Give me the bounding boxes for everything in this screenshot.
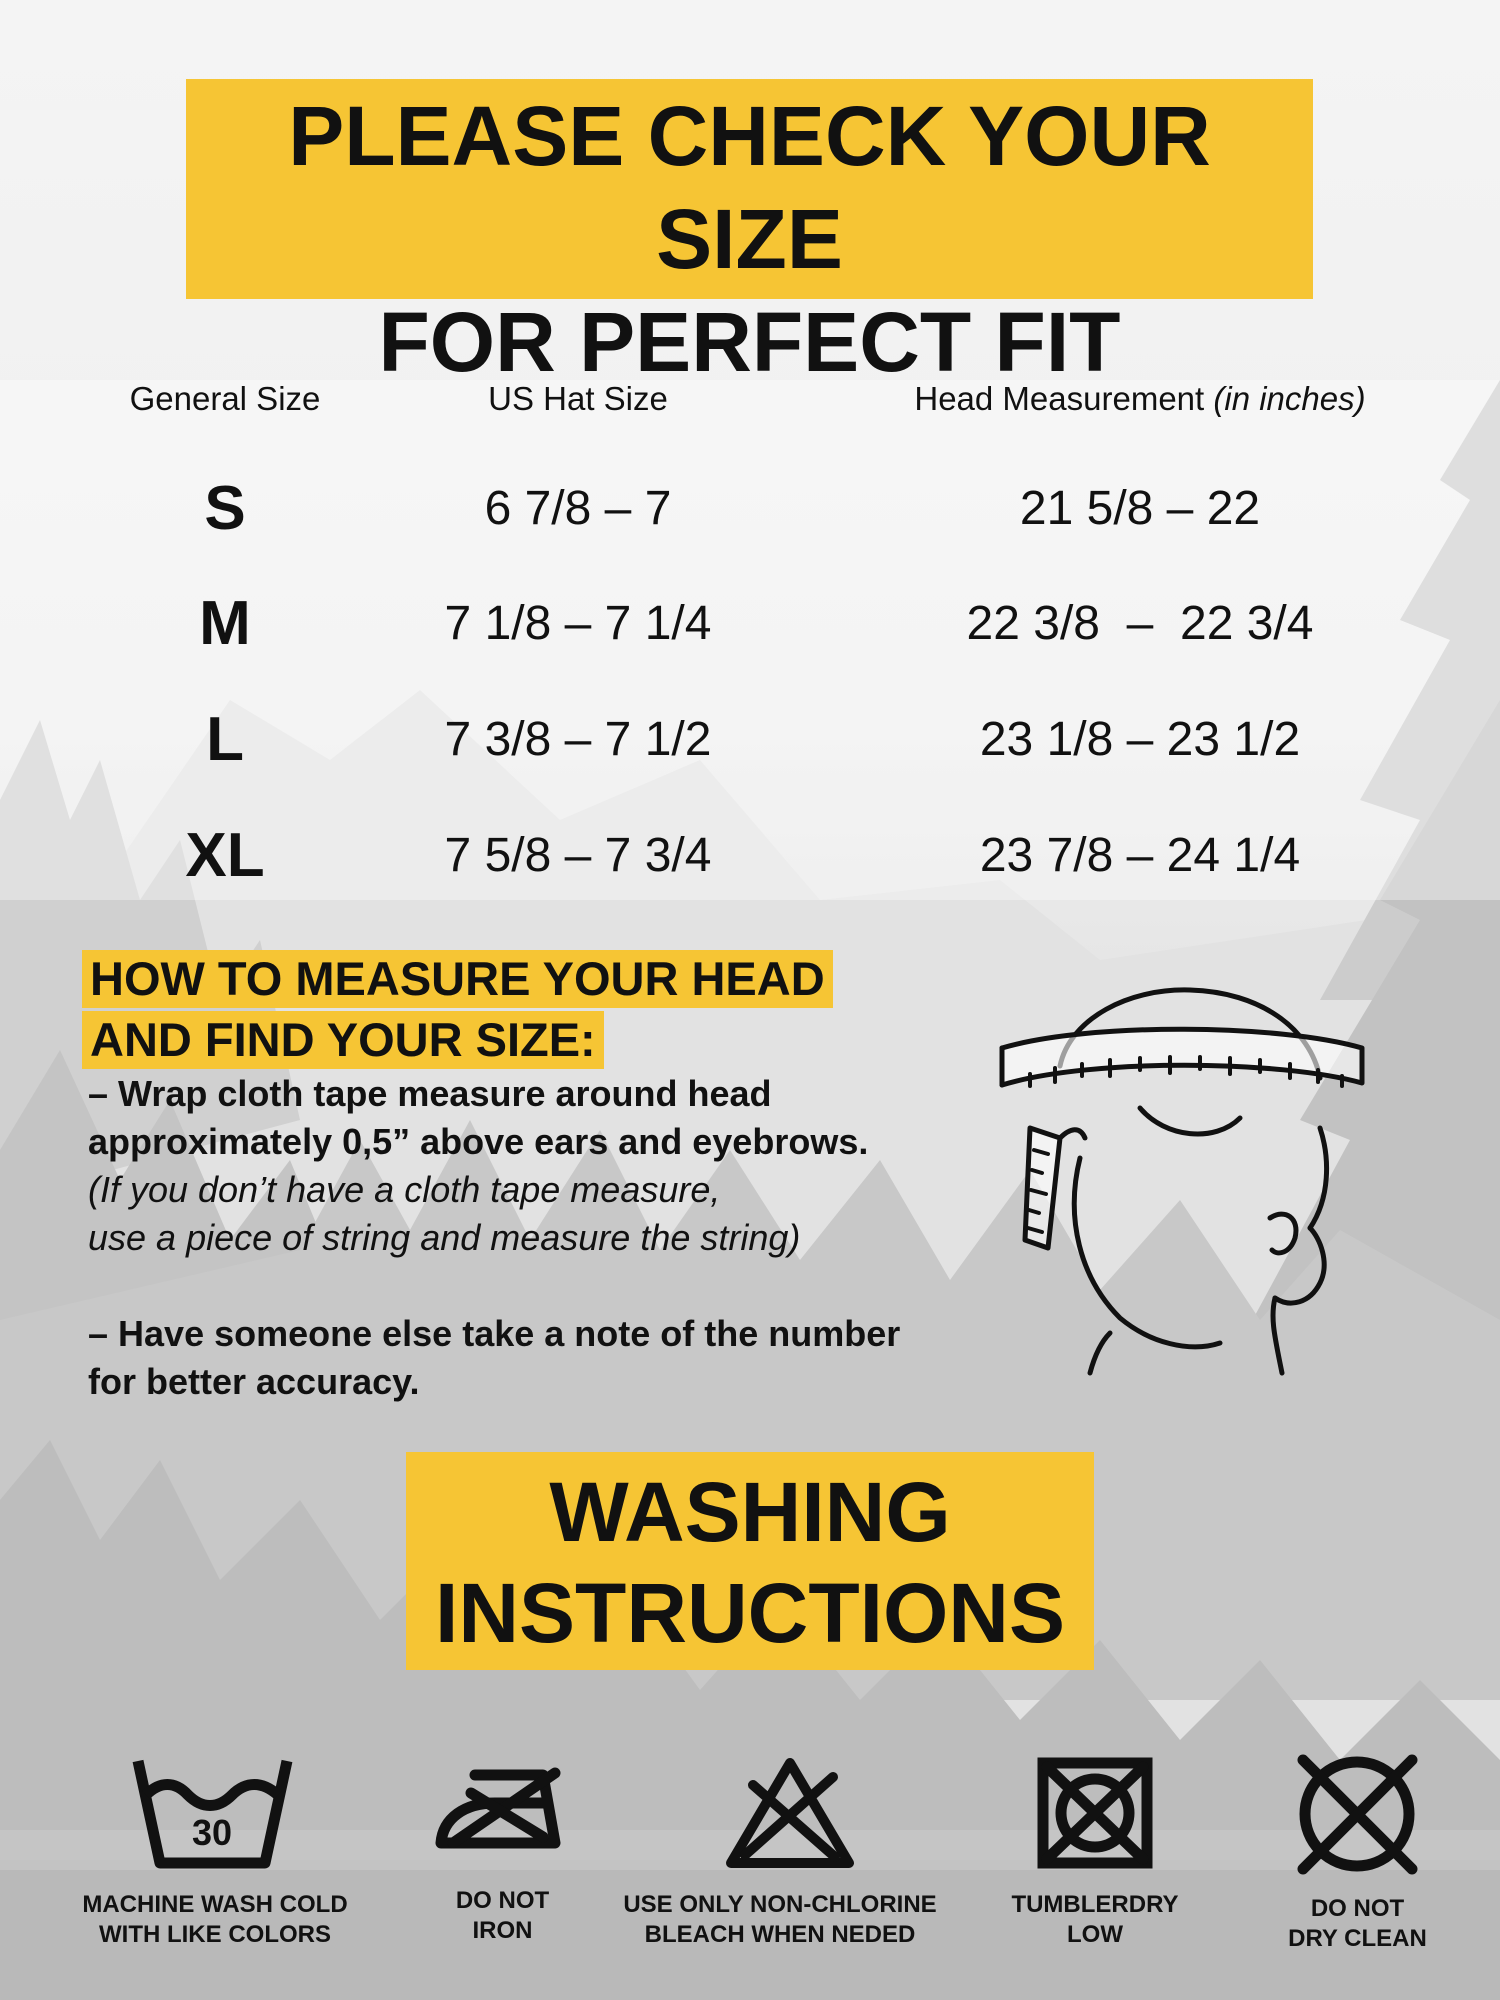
wash-label-line2: WITH LIKE COLORS bbox=[99, 1921, 331, 1948]
size-row bbox=[0, 459, 1500, 559]
general-size-cell: L bbox=[206, 705, 244, 774]
head-measurement-unit: (in inches) bbox=[1213, 380, 1366, 417]
size-row bbox=[0, 806, 1500, 906]
column-header-head-measurement bbox=[850, 380, 1430, 418]
wash-temperature: 30 bbox=[191, 1812, 233, 1853]
spacer bbox=[88, 1262, 988, 1310]
washing-title-line1: WASHING bbox=[549, 1465, 951, 1559]
banner-title-line1: PLEASE CHECK YOUR SIZE bbox=[288, 89, 1211, 286]
measure-instructions bbox=[88, 1070, 988, 1406]
head-measurement-cell: 22 3/8 – 22 3/4 bbox=[966, 597, 1314, 650]
measure-title-line1: HOW TO MEASURE YOUR HEAD bbox=[82, 950, 833, 1008]
washing-title-line2: INSTRUCTIONS bbox=[435, 1566, 1065, 1660]
wash-label-line2: LOW bbox=[1067, 1921, 1123, 1948]
do-not-dry-clean-icon bbox=[1295, 1752, 1420, 1877]
banner-title-line2: FOR PERFECT FIT bbox=[378, 295, 1121, 389]
note-line1: (If you don’t have a cloth tape measure, bbox=[88, 1169, 721, 1210]
general-size-cell: XL bbox=[185, 821, 265, 890]
wash-label bbox=[40, 1890, 390, 1950]
tumble-dry-low-icon bbox=[1035, 1755, 1155, 1870]
step1-line1: – Wrap cloth tape measure around head bbox=[88, 1073, 772, 1114]
size-row bbox=[0, 574, 1500, 674]
wash-label-line2: IRON bbox=[472, 1917, 533, 1944]
wash-label-line1: DO NOT bbox=[455, 1887, 550, 1914]
no-iron-icon bbox=[435, 1763, 565, 1853]
step2-line1: – Have someone else take a note of the number bbox=[88, 1313, 901, 1354]
size-check-banner bbox=[186, 79, 1313, 389]
head-measurement-cell: 23 1/8 – 23 1/2 bbox=[979, 713, 1301, 766]
note-line2: use a piece of string and measure the string) bbox=[88, 1217, 801, 1258]
column-header-us-hat-size: US Hat Size bbox=[488, 380, 668, 417]
general-size-cell: S bbox=[204, 474, 246, 543]
wash-label-line1: USE ONLY NON-CHLORINE bbox=[623, 1891, 937, 1918]
wash-label bbox=[600, 1890, 960, 1950]
non-chlorine-bleach-icon bbox=[725, 1755, 855, 1870]
wash-label bbox=[975, 1890, 1215, 1950]
wash-label-line1: MACHINE WASH COLD bbox=[82, 1891, 348, 1918]
wash-label-line2: BLEACH WHEN NEDED bbox=[644, 1921, 916, 1948]
general-size-cell: M bbox=[199, 589, 251, 658]
wash-label-line1: DO NOT bbox=[1310, 1895, 1405, 1922]
measure-title-line2: AND FIND YOUR SIZE: bbox=[82, 1011, 604, 1069]
measure-title bbox=[82, 950, 833, 1069]
column-header-general-size: General Size bbox=[129, 380, 321, 417]
head-tape-measure-icon bbox=[990, 978, 1370, 1378]
us-hat-size-cell: 6 7/8 – 7 bbox=[484, 482, 672, 535]
head-measurement-cell: 23 7/8 – 24 1/4 bbox=[979, 829, 1301, 882]
step1-line2: approximately 0,5” above ears and eyebrows. bbox=[88, 1121, 869, 1162]
us-hat-size-cell: 7 3/8 – 7 1/2 bbox=[444, 713, 712, 766]
washing-instructions-banner bbox=[406, 1452, 1094, 1670]
wash-label-line2: DRY CLEAN bbox=[1288, 1925, 1427, 1952]
head-measurement-label: Head Measurement bbox=[914, 380, 1205, 417]
wash-tub-30-icon bbox=[130, 1755, 295, 1870]
step2-line2: for better accuracy. bbox=[88, 1361, 420, 1402]
wash-label-line1: TUMBLERDRY bbox=[1011, 1891, 1179, 1918]
wash-label bbox=[1245, 1894, 1470, 1954]
us-hat-size-cell: 7 1/8 – 7 1/4 bbox=[444, 597, 712, 650]
wash-label bbox=[400, 1886, 605, 1946]
us-hat-size-cell: 7 5/8 – 7 3/4 bbox=[444, 829, 712, 882]
size-row bbox=[0, 690, 1500, 790]
head-measurement-cell: 21 5/8 – 22 bbox=[1019, 482, 1261, 535]
